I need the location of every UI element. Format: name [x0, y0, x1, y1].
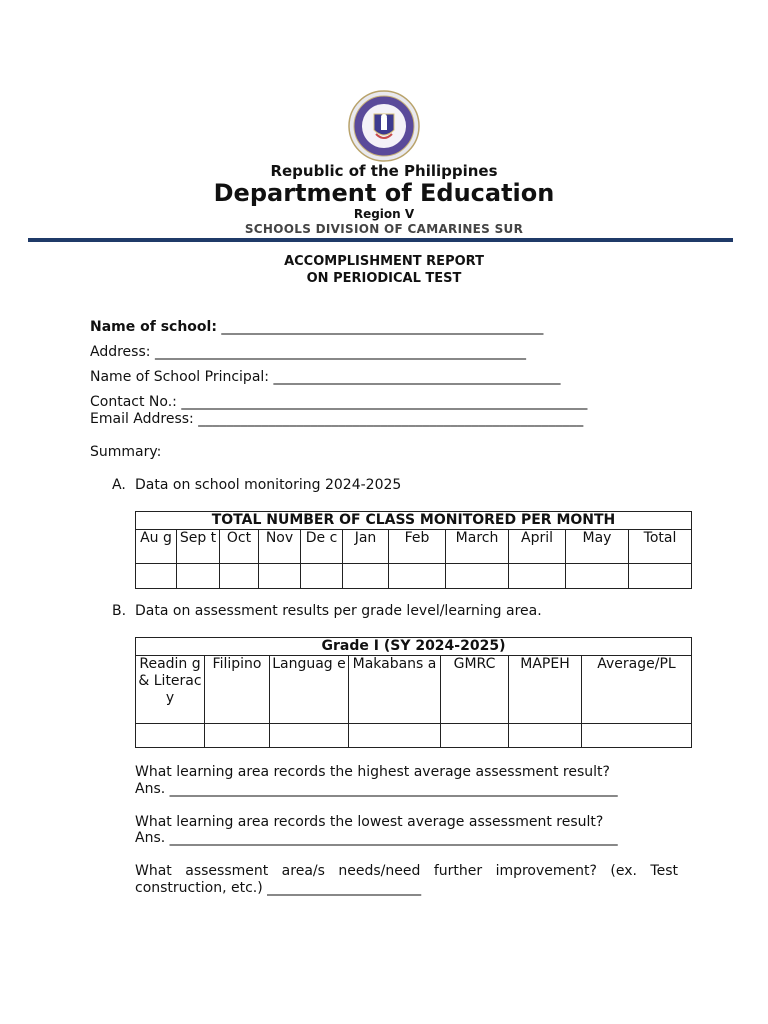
month-header: Sep t: [177, 530, 220, 564]
report-title-line2: ON PERIODICAL TEST: [306, 271, 462, 286]
table-cell[interactable]: [136, 564, 177, 589]
address-line[interactable]: _____________________________________________________: [154, 344, 526, 360]
section-a-text: Data on school monitoring 2024-2025: [135, 477, 402, 493]
table-cell[interactable]: [446, 564, 509, 589]
learning-area-header: MAPEH: [509, 656, 582, 724]
principal-line[interactable]: _________________________________________: [273, 369, 561, 385]
address-field[interactable]: [90, 344, 526, 360]
table-cell[interactable]: [177, 564, 220, 589]
table-cell[interactable]: [349, 724, 441, 748]
total-header: Total: [629, 530, 692, 564]
question-highest: What learning area records the highest average assessment result?: [135, 764, 610, 780]
region-heading: Region V: [353, 207, 415, 221]
table-cell[interactable]: [220, 564, 259, 589]
school-name-line[interactable]: ______________________________________________: [221, 319, 544, 335]
table-cell[interactable]: [582, 724, 692, 748]
list-marker-b: B.: [112, 603, 127, 619]
month-header: March: [446, 530, 509, 564]
deped-seal: [348, 90, 420, 162]
table-cell[interactable]: [136, 724, 205, 748]
address-label: Address:: [90, 344, 151, 360]
month-header: Au g: [136, 530, 177, 564]
average-header: Average/PL: [582, 656, 692, 724]
table-cell[interactable]: [389, 564, 446, 589]
answer-lowest[interactable]: Ans. ________________________________________________________________: [135, 830, 618, 846]
answer-highest[interactable]: Ans. ________________________________________________________________: [135, 781, 618, 797]
learning-area-header: Readin g & Literac y: [136, 656, 205, 724]
table-cell[interactable]: [205, 724, 270, 748]
grade-table: [135, 637, 692, 748]
list-marker-a: A.: [112, 477, 126, 493]
question-improvement[interactable]: What assessment area/s needs/need further improvement? (ex. Test construction, etc.) ______________________: [135, 863, 678, 896]
summary-label: Summary:: [90, 444, 162, 460]
table-cell[interactable]: [441, 724, 509, 748]
table-cell[interactable]: [509, 724, 582, 748]
section-b-text: Data on assessment results per grade level/learning area.: [135, 603, 542, 619]
contact-field[interactable]: [90, 394, 587, 410]
table-cell[interactable]: [629, 564, 692, 589]
table-cell[interactable]: [270, 724, 349, 748]
department-heading: Department of Education: [213, 179, 555, 207]
learning-area-header: Filipino: [205, 656, 270, 724]
email-line[interactable]: _______________________________________________________: [198, 411, 584, 427]
month-header: Feb: [389, 530, 446, 564]
table-cell[interactable]: [259, 564, 301, 589]
month-header: April: [509, 530, 566, 564]
email-field[interactable]: [90, 411, 583, 427]
principal-field[interactable]: [90, 369, 560, 385]
learning-area-header: Languag e: [270, 656, 349, 724]
month-header: Jan: [343, 530, 389, 564]
monitoring-table-title: TOTAL NUMBER OF CLASS MONITORED PER MONTH: [136, 512, 692, 530]
table-cell[interactable]: [301, 564, 343, 589]
contact-label: Contact No.:: [90, 394, 177, 410]
table-cell[interactable]: [509, 564, 566, 589]
principal-label: Name of School Principal:: [90, 369, 269, 385]
month-header: Nov: [259, 530, 301, 564]
table-cell[interactable]: [343, 564, 389, 589]
table-cell[interactable]: [566, 564, 629, 589]
division-heading: SCHOOLS DIVISION OF CAMARINES SUR: [244, 222, 524, 236]
learning-area-header: Makabans a: [349, 656, 441, 724]
header-rule: [28, 238, 733, 242]
month-header: De c: [301, 530, 343, 564]
contact-line[interactable]: __________________________________________________________: [181, 394, 588, 410]
question-lowest: What learning area records the lowest average assessment result?: [135, 814, 604, 830]
month-header: Oct: [220, 530, 259, 564]
grade-table-title: Grade I (SY 2024-2025): [136, 638, 692, 656]
email-label: Email Address:: [90, 411, 194, 427]
republic-heading: Republic of the Philippines: [270, 162, 498, 180]
report-title-line1: ACCOMPLISHMENT REPORT: [284, 254, 484, 269]
month-header: May: [566, 530, 629, 564]
learning-area-header: GMRC: [441, 656, 509, 724]
school-name-field[interactable]: [90, 319, 543, 335]
monitoring-table: [135, 511, 692, 589]
school-name-label: Name of school:: [90, 319, 217, 335]
